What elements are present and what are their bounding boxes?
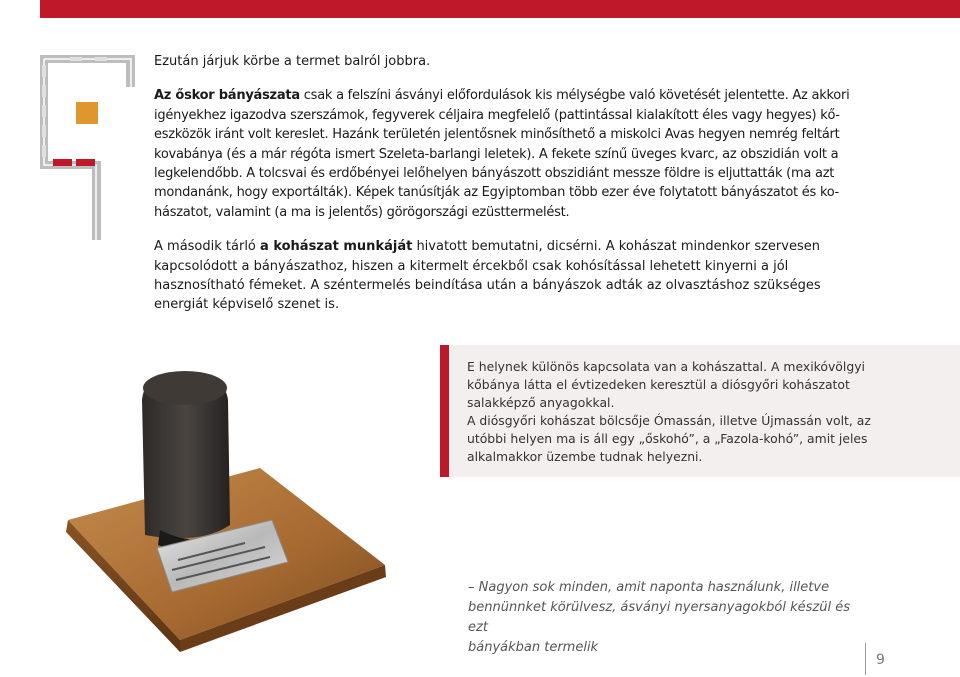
pull-quote [468, 578, 858, 658]
quote-line-1: – Nagyon sok minden, amit naponta használunk, illetve [468, 580, 830, 595]
info-box [440, 345, 960, 477]
info-box-accent [440, 345, 449, 477]
paragraph-metallurgy: A második tárló a kohászat munkáját hivatott bemutatni, dicsérni. A kohászat mindenkor szervesen kapcsolódott a bányászathoz, hiszen a kitermelt ércekből csak kohósítással lehetett kinyerni a jól hasznosítható fémeket. A széntermelés beindítása után a bányászok adták az olvasztáshoz szükséges energiát képviselő szenet is. [154, 239, 821, 313]
body-text [154, 52, 874, 315]
paragraph-mining: Az őskor bányászata csak a felszíni ásványi előfordulások kis mélységbe való követését jelentette. Az akkori igényekhez igazodva szerszámok, fegyverek céljaira megfelelő (pattintással kialakított éles vagy hegyes) kőeszközök iránt volt kereslet. Hazánk területén jelentősnek minősíthető a miskolci Avas hegyen nemrég feltárt kovabánya (és a már régóta ismert Szeleta-barlangi leletek). A fekete színű üveges kvarc, az obszidián volt a legkelendőbb. A tolcsvai és erdőbényei lelőhelyen bányászott obszidiánt messze földre is eljuttatták (ma azt mondanánk, hogy exportálták). Képek tanúsítják az Egyiptomban több ezer éve folytatott bányászatot és kohászatot, valamint (a ma is jelentős) görögországi ezüsttermelést. [154, 88, 850, 220]
floor-plan-map [40, 55, 135, 240]
photo-artifact-on-plinth [50, 340, 405, 655]
floor-plan-highlight [76, 102, 98, 124]
info-paragraph-1: E helynek különös kapcsolata van a kohászattal. A mexikóvölgyi kőbánya látta el évtizedeken keresztül a diósgyőri kohászatot salakképző anyagokkal. [467, 359, 865, 410]
top-accent-bar [40, 0, 960, 18]
quote-line-3: bányákban termelik [468, 640, 599, 655]
page-number-rule [865, 643, 866, 675]
page-number: 9 [876, 652, 885, 668]
intro-line: Ezután járjuk körbe a termet balról jobbra. [154, 54, 431, 69]
info-paragraph-2: A diósgyőri kohászat bölcsője Ómassán, illetve Újmassán volt, az utóbbi helyen ma is áll egy „őskohó”, a „Fazola-kohó”, amit jeles alkalmakkor üzembe tudnak helyezni. [467, 413, 871, 464]
quote-line-2: bennünnket körülvesz, ásványi nyersanyagokból készül és ezt [468, 600, 850, 635]
